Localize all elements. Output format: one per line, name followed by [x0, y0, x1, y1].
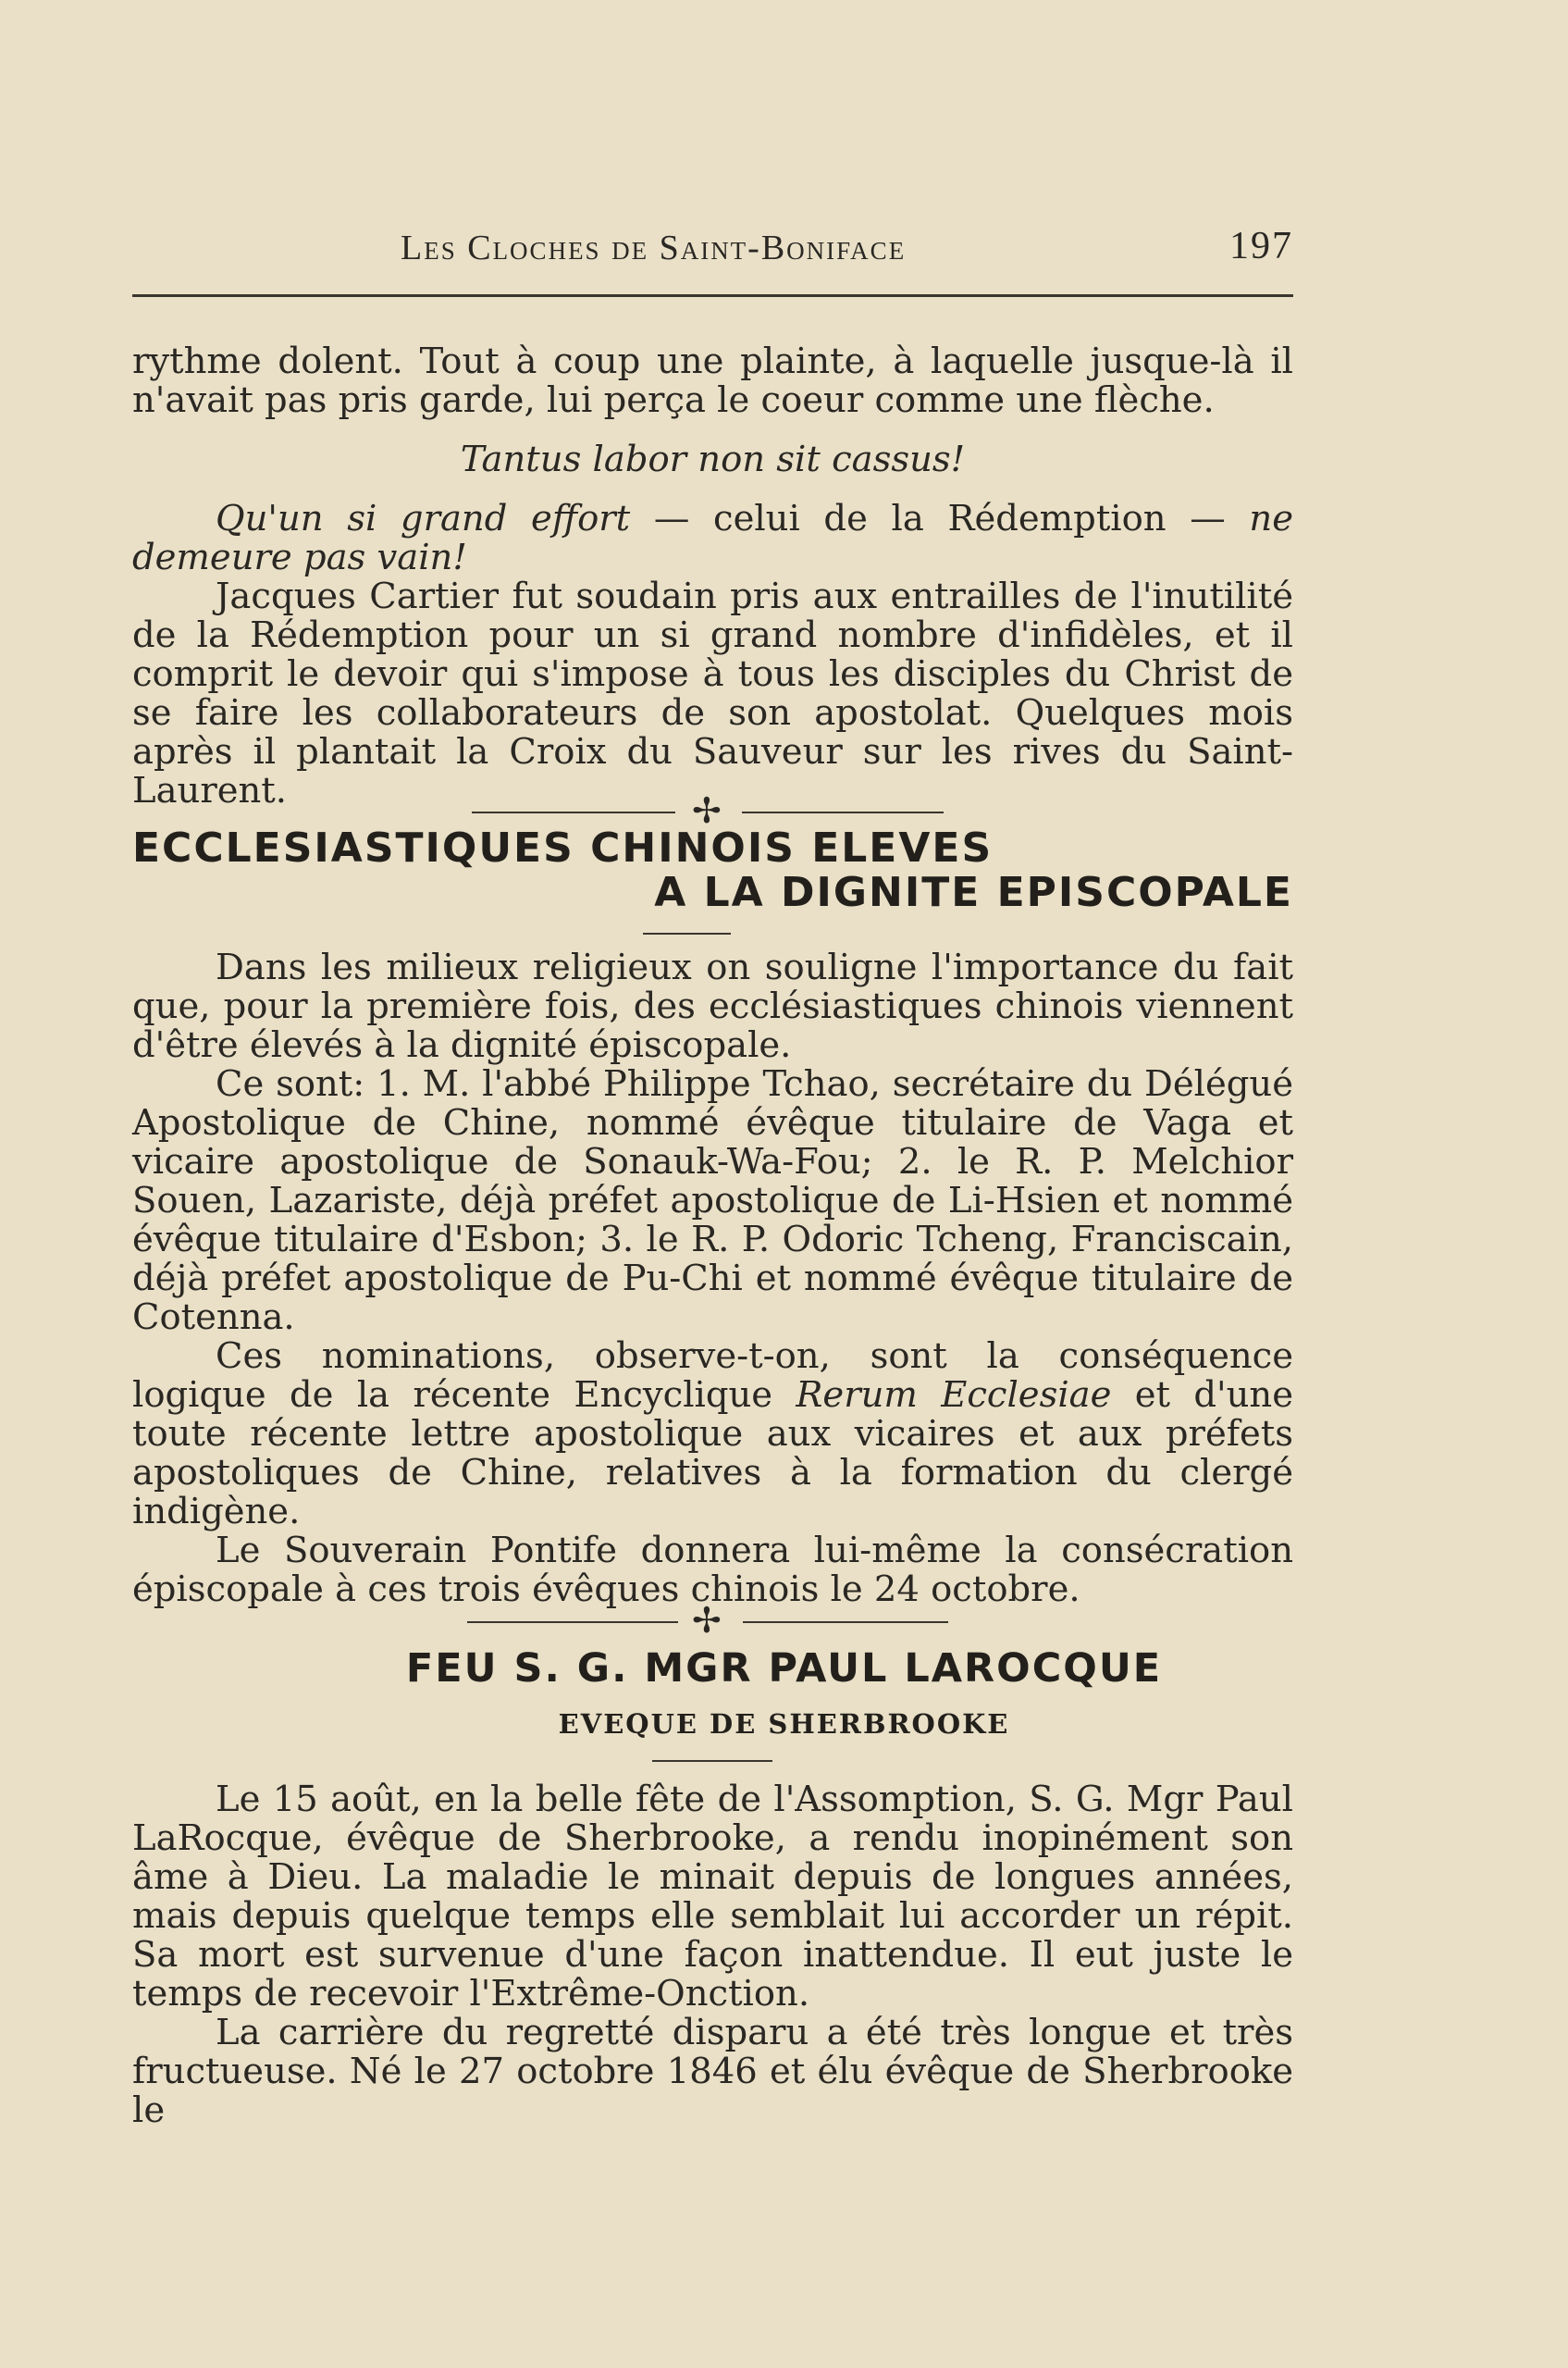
paragraph-quote: Qu'un si grand effort — celui de la Rédemption — ne demeure pas vain! — [132, 498, 1293, 578]
section-continuation — [132, 342, 1293, 811]
section-heading-line2: A LA DIGNITE EPISCOPALE — [654, 869, 1293, 916]
heading-rule — [643, 933, 731, 935]
section-obituary — [132, 1780, 1293, 2130]
header-rule — [132, 294, 1293, 297]
obituary-heading: FEU S. G. MGR PAUL LAROCQUE — [405, 1645, 1163, 1692]
section-chinese-bishops — [132, 948, 1293, 1609]
paragraph: Le Souverain Pontife donnera lui-même la consécration épiscopale à ces trois évêques chinois le 24 octobre. — [132, 1530, 1293, 1610]
paragraph: rythme dolent. Tout à coup une plainte, à laquelle jusque-là il n'avait pas pris garde, lui perça le coeur comme une flèche. — [132, 341, 1293, 421]
heading-rule — [652, 1760, 772, 1762]
paragraph: Ces nominations, observe-t-on, sont la conséquence logique de la récente Encyclique Rerum Ecclesiae et d'une toute récente lettre apostolique aux vicaires et aux préfets apostoliques de Chine, relatives à la formation du clergé indigène. — [132, 1335, 1293, 1532]
paragraph: Ce sont: 1. M. l'abbé Philippe Tchao, secrétaire du Délégué Apostolique de Chine, nommé évêque titulaire de Vaga et vicaire apostolique de Sonauk-Wa-Fou; 2. le R. P. Melchior Souen, Lazariste, déjà préfet apostolique de Li-Hsien et nommé évêque titulaire d'Esbon; 3. le R. P. Odoric Tcheng, Franciscain, déjà préfet apostolique de Pu-Chi et nommé évêque titulaire de Cotenna. — [132, 1063, 1293, 1338]
running-head — [132, 222, 1293, 274]
section-separator — [467, 1600, 948, 1641]
paragraph: La carrière du regretté disparu a été très longue et très fructueuse. Né le 27 octobre 1846 et élu évêque de Sherbrooke le — [132, 2012, 1293, 2131]
cross-ornament-icon: ✢ — [692, 1600, 722, 1641]
latin-quote: Tantus labor non sit cassus! — [460, 439, 966, 480]
paragraph: Le 15 août, en la belle fête de l'Assomption, S. G. Mgr Paul LaRocque, évêque de Sherbrooke, a rendu inopinément son âme à Dieu. La maladie le minait depuis de longues années, mais depuis quelque temps elle semblait lui accorder un répit. Sa mort est survenue d'une façon inattendue. Il eut juste le temps de recevoir l'Extrême-Onction. — [132, 1779, 1293, 2015]
obituary-subheading: EVEQUE DE SHERBROOKE — [558, 1708, 1010, 1740]
page-number: 197 — [1229, 225, 1293, 267]
paragraph: Jacques Cartier fut soudain pris aux entrailles de l'inutilité de la Rédemption pour un si grand nombre d'infidèles, et il comprit le devoir qui s'impose à tous les disciples du Christ de se faire les collaborateurs de son apostolat. Quelques mois après il plantait la Croix du Sauveur sur les rives du Saint-Laurent. — [132, 576, 1293, 812]
section-heading: ECCLESIASTIQUES CHINOIS ELEVES — [132, 824, 994, 872]
running-title: Les Cloches de Saint-Boniface — [401, 229, 907, 267]
cross-ornament-icon: ✢ — [692, 790, 722, 831]
paragraph: Dans les milieux religieux on souligne l'importance du fait que, pour la première fois, des ecclésiastiques chinois viennent d'être élevés à la dignité épiscopale. — [132, 947, 1293, 1066]
section-separator — [472, 790, 944, 831]
